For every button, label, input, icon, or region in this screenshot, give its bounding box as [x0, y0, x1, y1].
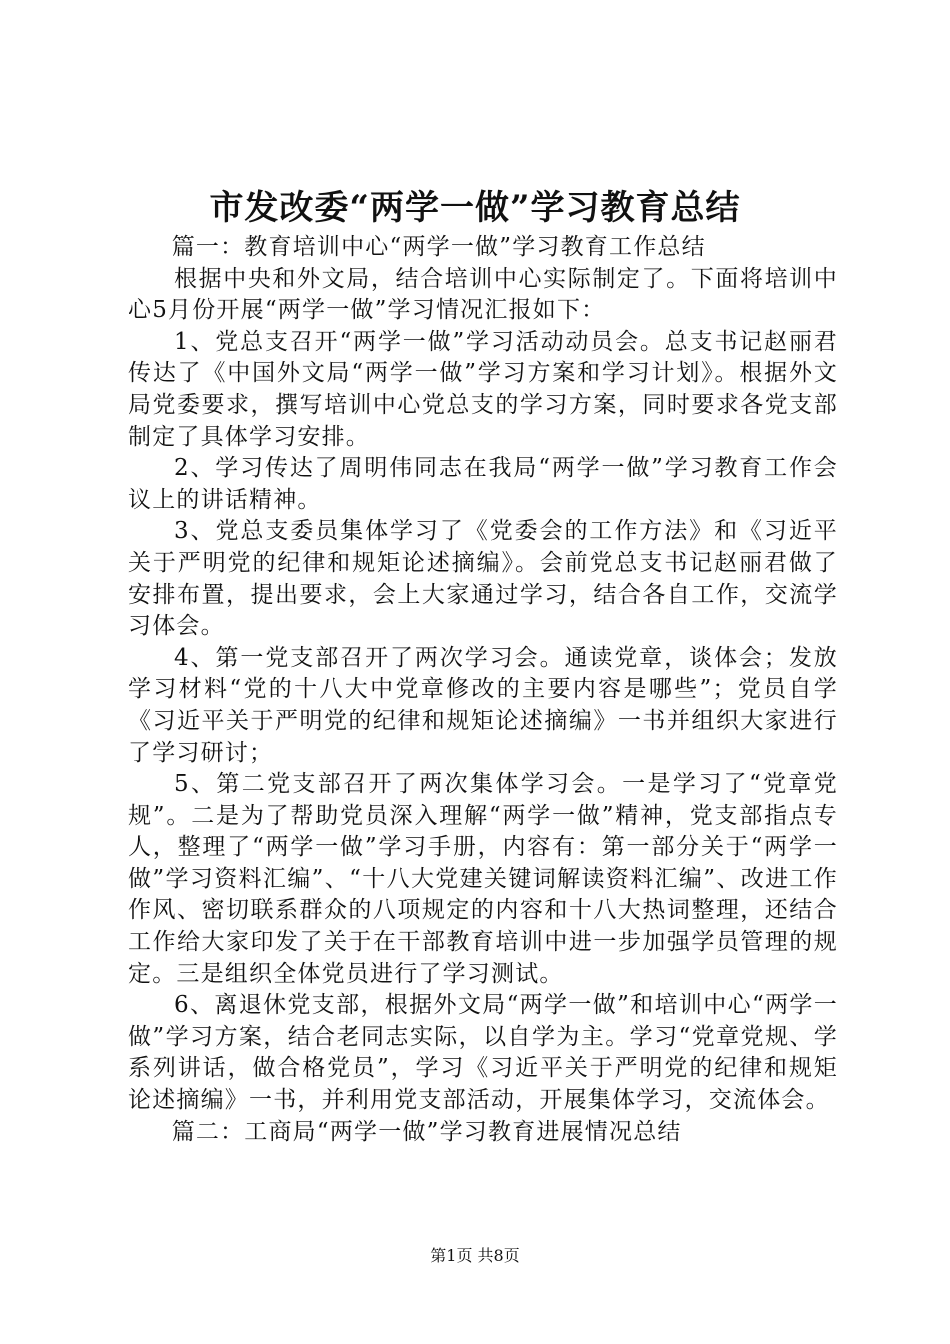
section-heading-2: 篇二：工商局“两学一做”学习教育进展情况总结	[171, 1118, 682, 1145]
paragraph-item-4: 4、第一党支部召开了两次学习会。通读党章，谈体会；发放学习材料“党的十八大中党章修改的主要内容是哪些”；党员自学《习近平关于严明党的纪律和规矩论述摘编》一书并组织大家进行了学习研讨；	[128, 644, 838, 766]
paragraph-item-1: 1、党总支召开“两学一做”学习活动动员会。总支书记赵丽君传达了《中国外文局“两学一做”学习方案和学习计划》。根据外文局党委要求，撰写培训中心党总支的学习方案，同时要求各党支部制定了具体学习安排。	[128, 328, 838, 450]
paragraph-item-2: 2、学习传达了周明伟同志在我局“两学一做”学习教育工作会议上的讲话精神。	[128, 455, 838, 513]
paragraph-item-3: 3、党总支委员集体学习了《党委会的工作方法》和《习近平关于严明党的纪律和规矩论述摘编》。会前党总支书记赵丽君做了安排布置，提出要求，会上大家通过学习，结合各自工作，交流学习体会。	[128, 518, 838, 640]
document-body	[128, 232, 838, 1148]
document-title: 市发改委“两学一做”学习教育总结	[209, 188, 741, 228]
paragraph-intro: 根据中央和外文局，结合培训中心实际制定了。下面将培训中心5月份开展“两学一做”学习情况汇报如下：	[128, 265, 838, 324]
paragraph-item-6: 6、离退休党支部，根据外文局“两学一做”和培训中心“两学一做”学习方案，结合老同志实际，以自学为主。学习“党章党规、学系列讲话，做合格党员”，学习《习近平关于严明党的纪律和规矩论述摘编》一书，并利用党支部活动，开展集体学习，交流体会。	[128, 992, 838, 1114]
section-heading-1: 篇一：教育培训中心“两学一做”学习教育工作总结	[171, 234, 706, 260]
page-number-footer: 第1页 共8页	[430, 1246, 520, 1265]
paragraph-item-5: 5、第二党支部召开了两次集体学习会。一是学习了“党章党规”。二是为了帮助党员深入理解“两学一做”精神，党支部指点专人，整理了“两学一做”学习手册，内容有：第一部分关于“两学一做”学习资料汇编”、“十八大党建关键词解读资料汇编”、改进工作作风、密切联系群众的八项规定的内容和十八大热词整理，还结合工作给大家印发了关于在干部教育培训中进一步加强学员管理的规定。三是组织全体党员进行了学习测试。	[128, 771, 838, 987]
